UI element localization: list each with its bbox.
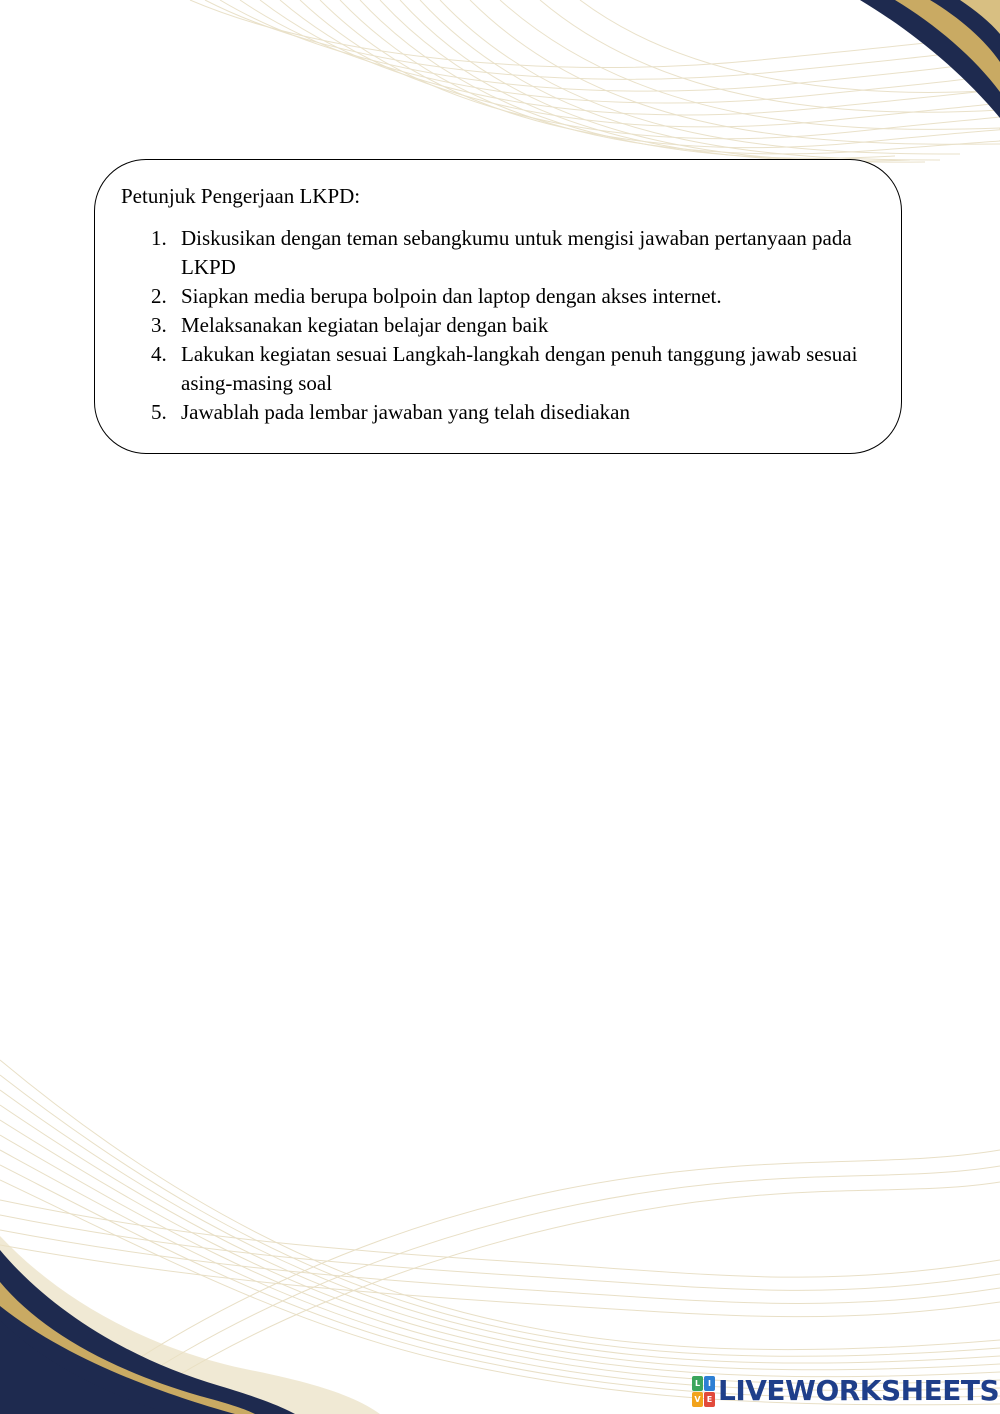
- instructions-title: Petunjuk Pengerjaan LKPD:: [121, 184, 361, 208]
- list-item: [151, 311, 891, 340]
- logo-letter-i: I: [704, 1376, 715, 1391]
- liveworksheets-logo-icon: [692, 1376, 714, 1406]
- instructions-box: [94, 159, 902, 454]
- top-right-corner-decoration: [860, 0, 1000, 118]
- top-wave-lines: [190, 0, 1000, 162]
- logo-letter-l: L: [692, 1376, 703, 1391]
- step-number: 3.: [151, 313, 167, 337]
- list-item: [151, 282, 891, 311]
- instructions-list: [151, 224, 891, 427]
- step-number: 4.: [151, 342, 167, 366]
- logo-letter-v: V: [692, 1392, 703, 1407]
- step-number: 1.: [151, 226, 167, 250]
- logo-text: LIVEWORKSHEETS: [718, 1374, 1000, 1407]
- step-text: Diskusikan dengan teman sebangkumu untuk mengisi jawaban pertanyaan pada LKPD: [181, 226, 852, 279]
- list-item: [151, 224, 891, 282]
- step-text: Melaksanakan kegiatan belajar dengan baik: [181, 313, 549, 337]
- logo-letter-e: E: [704, 1392, 715, 1407]
- liveworksheets-logo[interactable]: [692, 1374, 999, 1407]
- step-text: Jawablah pada lembar jawaban yang telah disediakan: [181, 400, 630, 424]
- step-text: Siapkan media berupa bolpoin dan laptop dengan akses internet.: [181, 284, 722, 308]
- list-item: [151, 340, 891, 398]
- step-text: Lakukan kegiatan sesuai Langkah-langkah dengan penuh tanggung jawab sesuai asing-masing soal: [181, 342, 858, 395]
- list-item: [151, 398, 891, 427]
- step-number: 5.: [151, 400, 167, 424]
- step-number: 2.: [151, 284, 167, 308]
